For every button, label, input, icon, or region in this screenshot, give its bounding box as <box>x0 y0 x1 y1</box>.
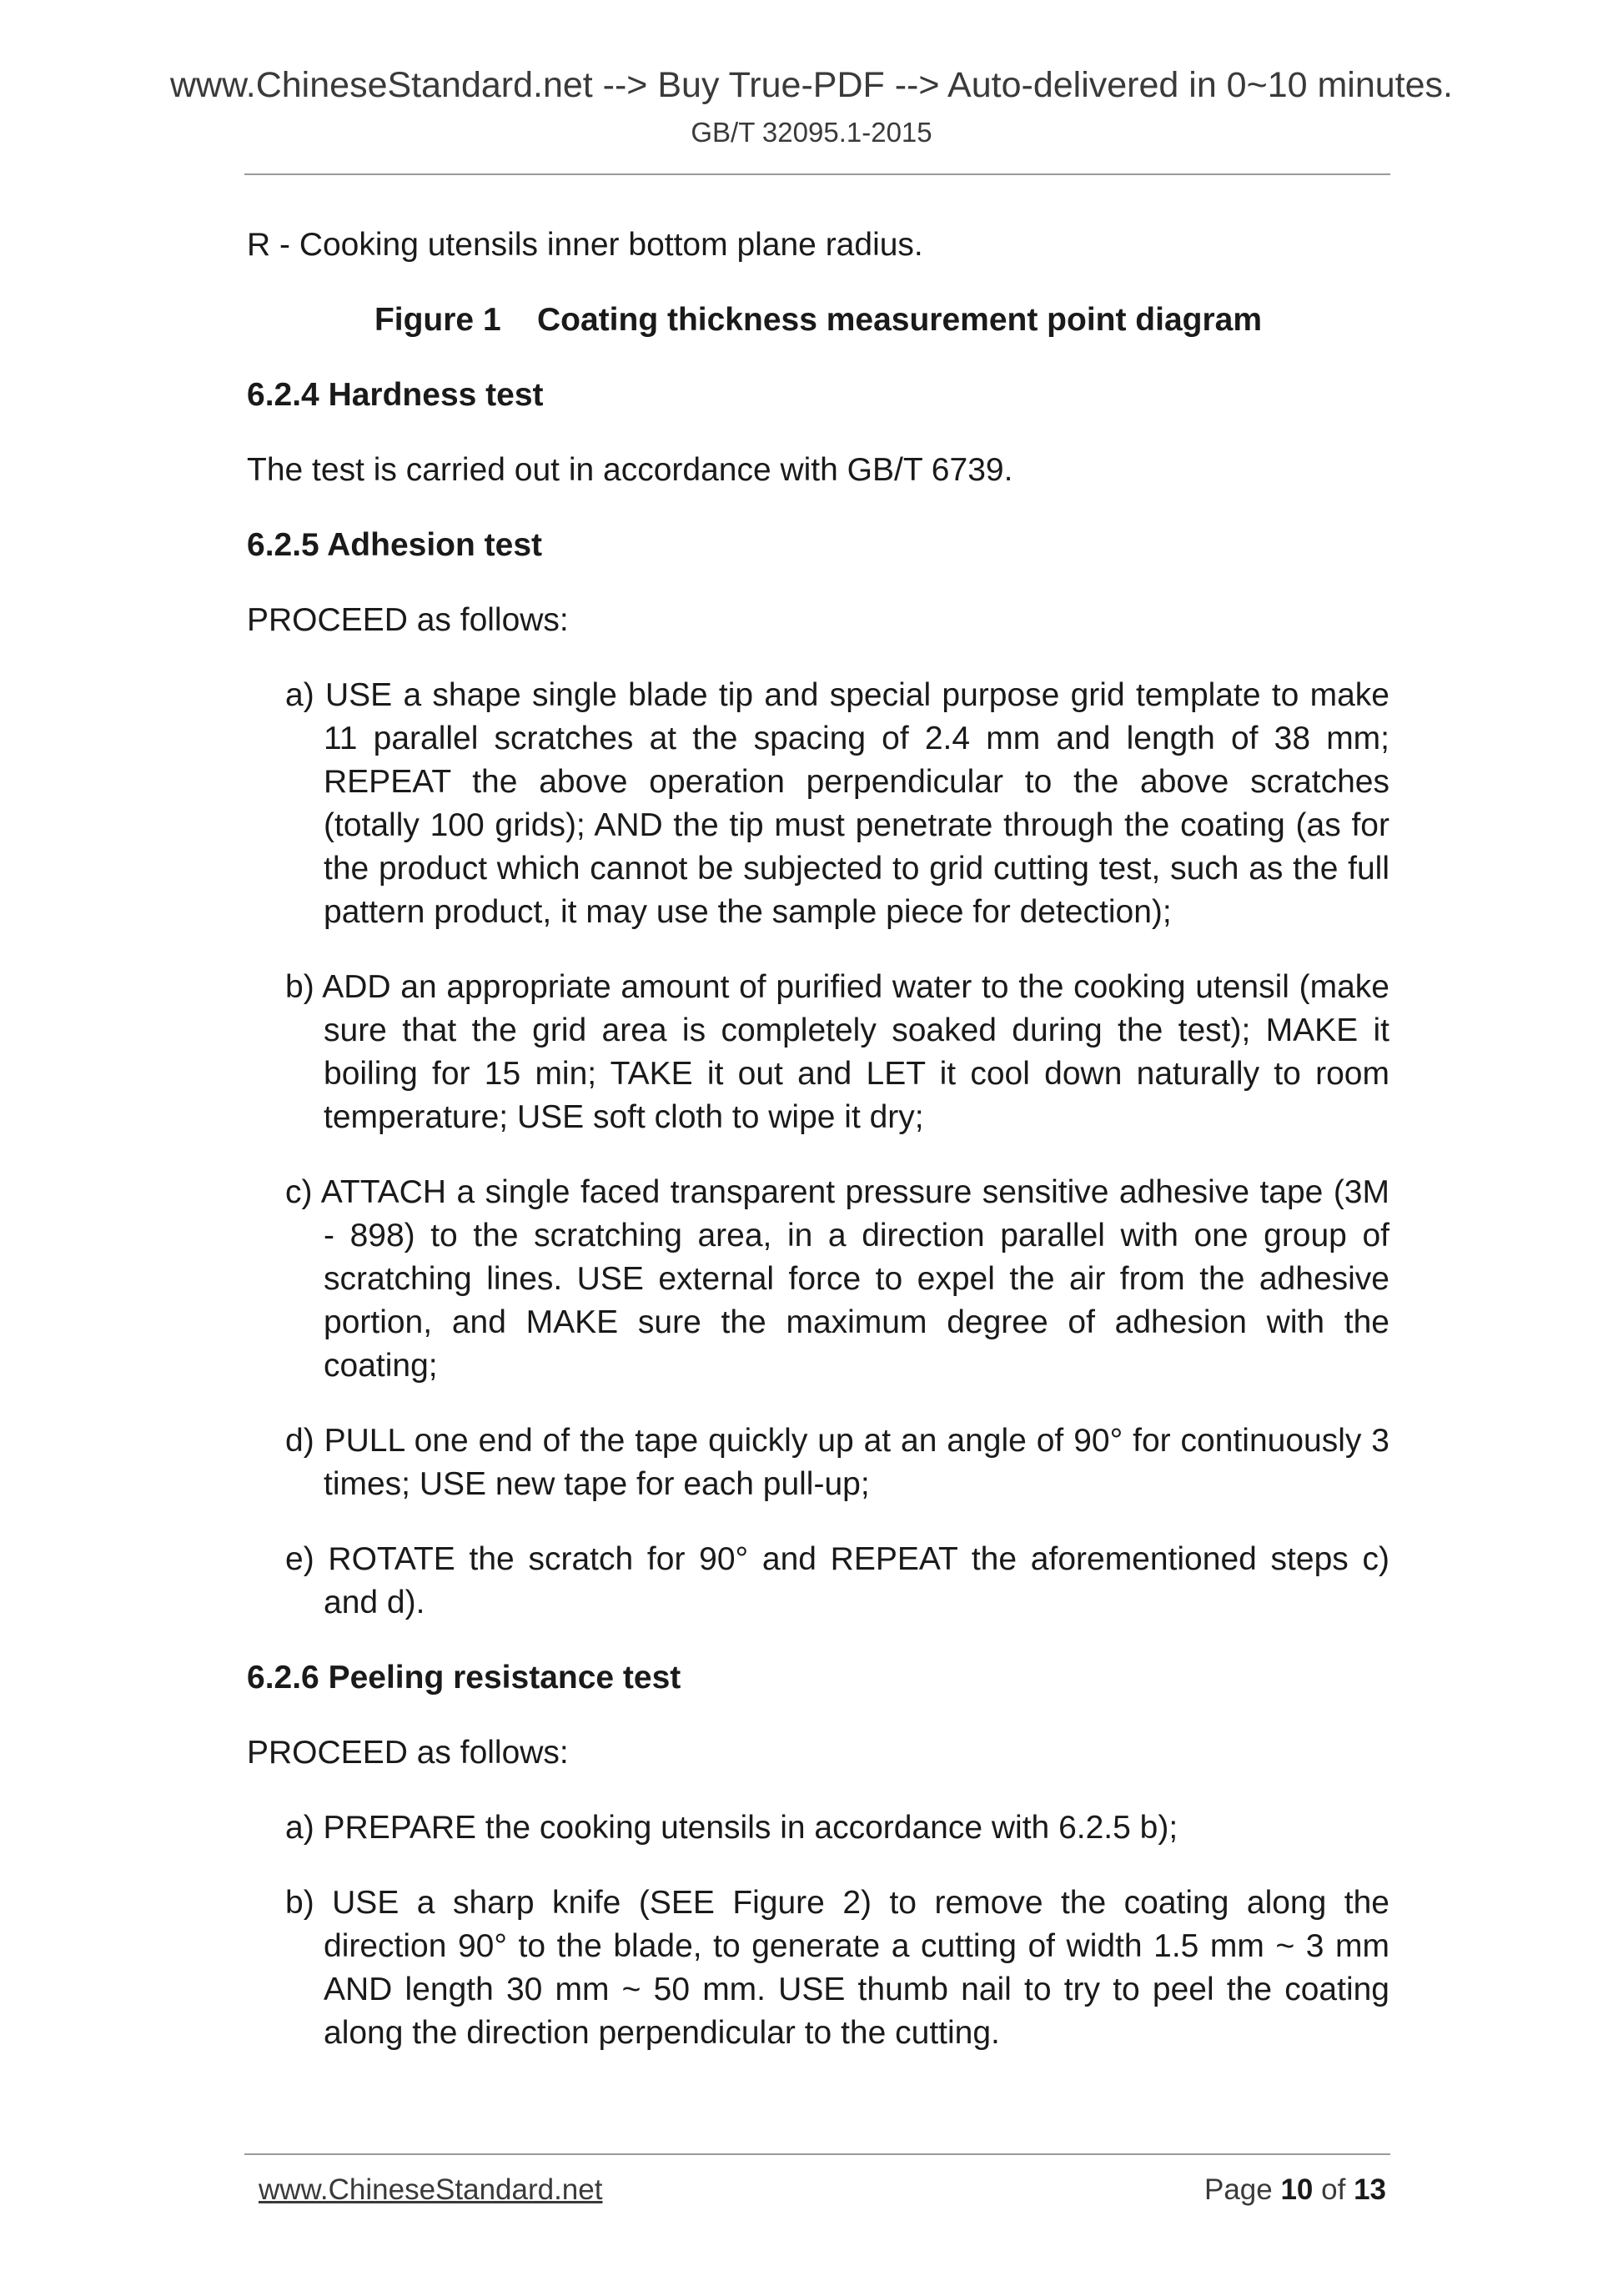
list-item: b) USE a sharp knife (SEE Figure 2) to remove the coating along the direction 90° to the blade, to generate a cutting of width 1.5 mm ~ 3 mm AND length 30 mm ~ 50 mm. USE thumb nail to try to peel the coating along the direction perpendicular to the cutting. <box>285 1885 1389 2051</box>
page-total: 13 <box>1354 2173 1386 2206</box>
standard-code: GB/T 32095.1-2015 <box>691 117 932 148</box>
header-divider <box>244 173 1390 175</box>
list-item: b) ADD an appropriate amount of purified water to the cooking utensil (make sure that the grid area is completely soaked during the test); MAKE it boiling for 15 min; TAKE it out and LET it cool down naturally to room temperature; USE soft cloth to wipe it dry; <box>285 969 1389 1135</box>
list-item: c) ATTACH a single faced transparent pressure sensitive adhesive tape (3M - 898) to the scratching area, in a direction parallel with one group of scratching lines. USE external force to expel the air from the adhesive portion, and MAKE sure the maximum degree of adhesion with the coating; <box>285 1174 1389 1384</box>
list-item: d) PULL one end of the tape quickly up at an angle of 90° for continuously 3 times; USE new tape for each pull-up; <box>285 1423 1389 1502</box>
figure-caption: Figure 1 Coating thickness measurement point diagram <box>374 302 1263 338</box>
r-definition: R - Cooking utensils inner bottom plane radius. <box>247 227 923 263</box>
page-current: 10 <box>1280 2173 1314 2206</box>
header-banner: www.ChineseStandard.net --> Buy True-PDF --> Auto-delivered in 0~10 minutes. <box>169 65 1453 105</box>
document-body <box>247 224 1389 2087</box>
section-text-6-2-4: The test is carried out in accordance with GB/T 6739. <box>247 452 1013 488</box>
page-of: of <box>1321 2173 1346 2206</box>
section-heading-6-2-4: 6.2.4 Hardness test <box>247 377 544 413</box>
list-item: a) USE a shape single blade tip and special purpose grid template to make 11 parallel scratches at the spacing of 2.4 mm and length of 38 mm; REPEAT the above operation perpendicular to the above scratches (totally 100 grids); AND the tip must penetrate through the coating (as for the product which cannot be subjected to grid cutting test, such as the full pattern product, it may use the sample piece for detection); <box>285 677 1389 930</box>
section-intro-6-2-5: PROCEED as follows: <box>247 602 569 638</box>
page-indicator <box>1204 2173 1386 2207</box>
section-intro-6-2-6: PROCEED as follows: <box>247 1735 569 1771</box>
footer-website-link[interactable]: www.ChineseStandard.net <box>259 2173 603 2206</box>
list-item: a) PREPARE the cooking utensils in accordance with 6.2.5 b); <box>285 1810 1178 1846</box>
section-heading-6-2-6: 6.2.6 Peeling resistance test <box>247 1660 681 1696</box>
list-item: e) ROTATE the scratch for 90° and REPEAT the aforementioned steps c) and d). <box>285 1541 1389 1620</box>
section-heading-6-2-5: 6.2.5 Adhesion test <box>247 527 542 563</box>
footer-divider <box>244 2153 1390 2155</box>
page-label: Page <box>1203 2173 1273 2206</box>
